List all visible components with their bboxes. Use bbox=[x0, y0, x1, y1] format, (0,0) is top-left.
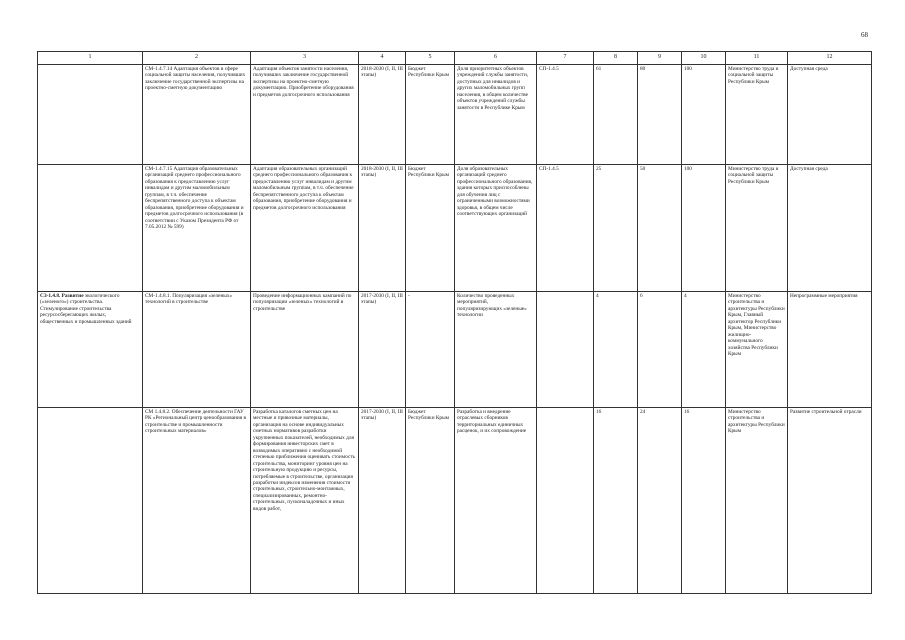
measure-cell: СМ 1.4.8.2. Обеспечение деятельности ГАУ РК «Региональный центр ценообразования в строительстве и промышленности строительных материалов» bbox=[143, 408, 251, 594]
column-number: 12 bbox=[788, 52, 872, 65]
indicator-cell: Количество проведенных мероприятий, популяризирующих «зеленые» технологии bbox=[455, 292, 537, 408]
measure-cell: СМ-1.4.7.14 Адаптация объектов в сфере социальной защиты населения, получивших заключение государственной экспертизы на проектно-сметную документацию bbox=[143, 65, 251, 165]
responsible-cell: Министерство труда и социальной защиты Республики Крым bbox=[726, 65, 788, 165]
funding-cell: - bbox=[406, 292, 455, 408]
table-row bbox=[38, 292, 872, 408]
column-number: 9 bbox=[638, 52, 682, 65]
period-cell: 2017-2030 (I, II, III этапы) bbox=[359, 408, 406, 594]
table-row bbox=[38, 65, 872, 165]
funding-cell: Бюджет Республики Крым bbox=[406, 408, 455, 594]
value-cell: 24 bbox=[638, 408, 682, 594]
funding-cell: Бюджет Республики Крым bbox=[406, 65, 455, 165]
code-cell: СП-1.4.5 bbox=[537, 165, 594, 292]
goal-cell bbox=[38, 65, 143, 165]
period-cell: 2018-2030 (I, II, III этапы) bbox=[359, 65, 406, 165]
goal-cell bbox=[38, 408, 143, 594]
column-number: 5 bbox=[406, 52, 455, 65]
value-cell: 25 bbox=[594, 165, 638, 292]
program-cell: Непрограммные мероприятия bbox=[788, 292, 872, 408]
measure-cell: СМ-1.4.8.1. Популяризация «зеленых» технологий в строительстве bbox=[143, 292, 251, 408]
goal-cell bbox=[38, 292, 143, 408]
column-number: 2 bbox=[143, 52, 251, 65]
column-number: 10 bbox=[682, 52, 726, 65]
activity-cell: Разработка каталогов сметных цен на местные и привозные материалы, организация на основе индивидуальных сметных нормативов разработки укрупненных показателей, необходимых для формирования инвесторских смет в возводимых оперативно с необходимой степенью приближения оценивать стоимость строительства, мониторинг уровня цен на строительную продукцию и ресурсы, потребляемые в строительстве, организация разработки индексов изменения стоимости строительных, строительно-монтажных, специализированных, ремонтно-строительных, пусконаладочных и иных видов работ, bbox=[251, 408, 359, 594]
page-number: 68 bbox=[861, 31, 868, 39]
period-cell: 2017-2030 (I, II, III этапы) bbox=[359, 292, 406, 408]
responsible-cell: Министерство труда и социальной защиты Республики Крым bbox=[726, 165, 788, 292]
goal-text: экологического («зеленого») строительства. Стимулирование строительства ресурсосберегающих жилых, общественных и промышленных зданий bbox=[40, 293, 132, 325]
program-cell: Доступная среда bbox=[788, 165, 872, 292]
value-cell: 100 bbox=[682, 65, 726, 165]
value-cell: 50 bbox=[638, 165, 682, 292]
value-cell: 4 bbox=[594, 292, 638, 408]
activity-cell: Адаптация объектов занятости населения, получивших заключение государственной экспертизы на проектно-сметную документацию. Приобретение оборудования и предметов долгосрочного использования bbox=[251, 65, 359, 165]
column-number: 7 bbox=[537, 52, 594, 65]
code-cell bbox=[537, 408, 594, 594]
value-cell: 6 bbox=[638, 292, 682, 408]
goal-cell bbox=[38, 165, 143, 292]
column-number: 1 bbox=[38, 52, 143, 65]
column-number: 8 bbox=[594, 52, 638, 65]
indicator-cell: Разработка и внедрение отраслевых сборников территориальных единичных расценок, и их сопровождение bbox=[455, 408, 537, 594]
table-row bbox=[38, 165, 872, 292]
program-cell: Развитие строительной отрасли bbox=[788, 408, 872, 594]
code-cell bbox=[537, 292, 594, 408]
measure-cell: СМ-1.4.7.15 Адаптация образовательных организаций среднего профессионального образования к предоставлению услуг инвалидам и другим маломобильным группам, в т.ч. обеспечение беспрепятственного доступа к объектам образования, приобретение оборудования и предметов долгосрочного использования (в соответствии с Указом Президента РФ от 7.05.2012 № 599) bbox=[143, 165, 251, 292]
column-number-header-row bbox=[38, 52, 872, 65]
value-cell: 100 bbox=[682, 165, 726, 292]
responsible-cell: Министерство строительства и архитектуры Республики Крым, Главный архитектор Республики Крым, Министерство жилищно-коммунального хозяйства Республики Крым bbox=[726, 292, 788, 408]
program-measures-table bbox=[37, 51, 872, 594]
value-cell: 16 bbox=[682, 408, 726, 594]
table-row bbox=[38, 408, 872, 594]
indicator-cell: Доля приоритетных объектов учреждений службы занятости, доступных для инвалидов и других маломобильных групп населения, в общем количестве объектов учреждений службы занятости в Республике Крым bbox=[455, 65, 537, 165]
code-cell: СП-1.4.5 bbox=[537, 65, 594, 165]
value-cell: 61 bbox=[594, 65, 638, 165]
column-number: 6 bbox=[455, 52, 537, 65]
value-cell: 4 bbox=[682, 292, 726, 408]
column-number: 3 bbox=[251, 52, 359, 65]
column-number: 4 bbox=[359, 52, 406, 65]
responsible-cell: Министерство строительства и архитектуры Республики Крым bbox=[726, 408, 788, 594]
funding-cell: Бюджет Республики Крым bbox=[406, 165, 455, 292]
value-cell: 80 bbox=[638, 65, 682, 165]
period-cell: 2018-2030 (I, II, III этапы) bbox=[359, 165, 406, 292]
indicator-cell: Доля образовательных организаций среднего профессионального образования, здания которых приспособлены для обучения лиц с ограниченными возможностями здоровья, в общем числе соответствующих организаций bbox=[455, 165, 537, 292]
program-cell: Доступная среда bbox=[788, 65, 872, 165]
activity-cell: Проведение информационных кампаний по популяризации «зеленых» технологий в строительстве bbox=[251, 292, 359, 408]
column-number: 11 bbox=[726, 52, 788, 65]
activity-cell: Адаптация образовательных организаций среднего профессионального образования к предоставлению услуг инвалидам и другим маломобильным группам, в т.ч. обеспечение беспрепятственного доступа к объектам образования, приобретение оборудования и предметов долгосрочного использования bbox=[251, 165, 359, 292]
goal-title: СЗ-1.4.8. Развитие bbox=[40, 293, 84, 299]
value-cell: 16 bbox=[594, 408, 638, 594]
